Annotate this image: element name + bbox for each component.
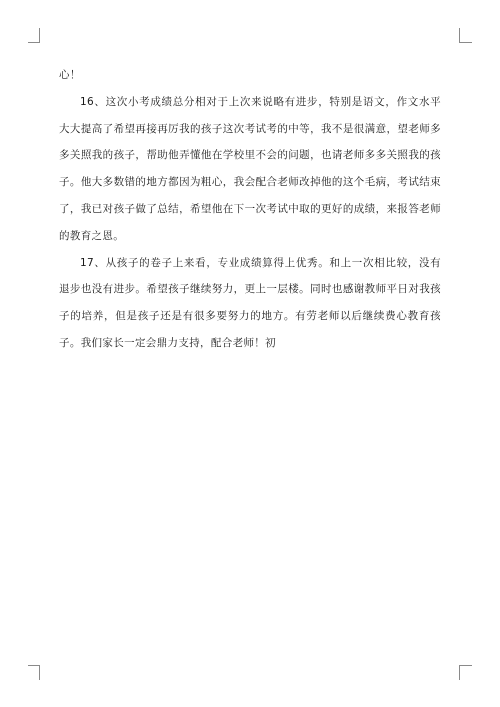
document-body bbox=[59, 62, 441, 357]
crop-mark-bottom-left bbox=[28, 665, 40, 680]
crop-mark-top-right bbox=[459, 28, 472, 43]
crop-mark-top-left bbox=[28, 28, 40, 43]
paragraph-17: 17、从孩子的卷子上来看，专业成绩算得上优秀。和上一次相比较，没有退步也没有进步。希望孩子继续努力，更上一层楼。同时也感谢教师平日对我孩子的培养，但是孩子还是有很多要努力的地方。有劳老师以后继续费心教育孩子。我们家长一定会鼎力支持，配合老师！初 bbox=[59, 256, 441, 349]
crop-mark-bottom-right bbox=[459, 665, 472, 680]
paragraph-16: 16、这次小考成绩总分相对于上次来说略有进步，特别是语文，作文水平大大提高了希望再接再厉我的孩子这次考试考的中等，我不是很满意，望老师多多关照我的孩子，帮助他弄懂他在学校里不会的问题，也请老师多多关照我的孩子。他大多数错的地方都因为粗心，我会配合老师改掉他的这个毛病，考试结束了，我已对孩子做了总结，希望他在下一次考试中取的更好的成绩，来报答老师的教育之恩。 bbox=[59, 95, 441, 242]
paragraph-continuation: 心！ bbox=[59, 69, 81, 81]
